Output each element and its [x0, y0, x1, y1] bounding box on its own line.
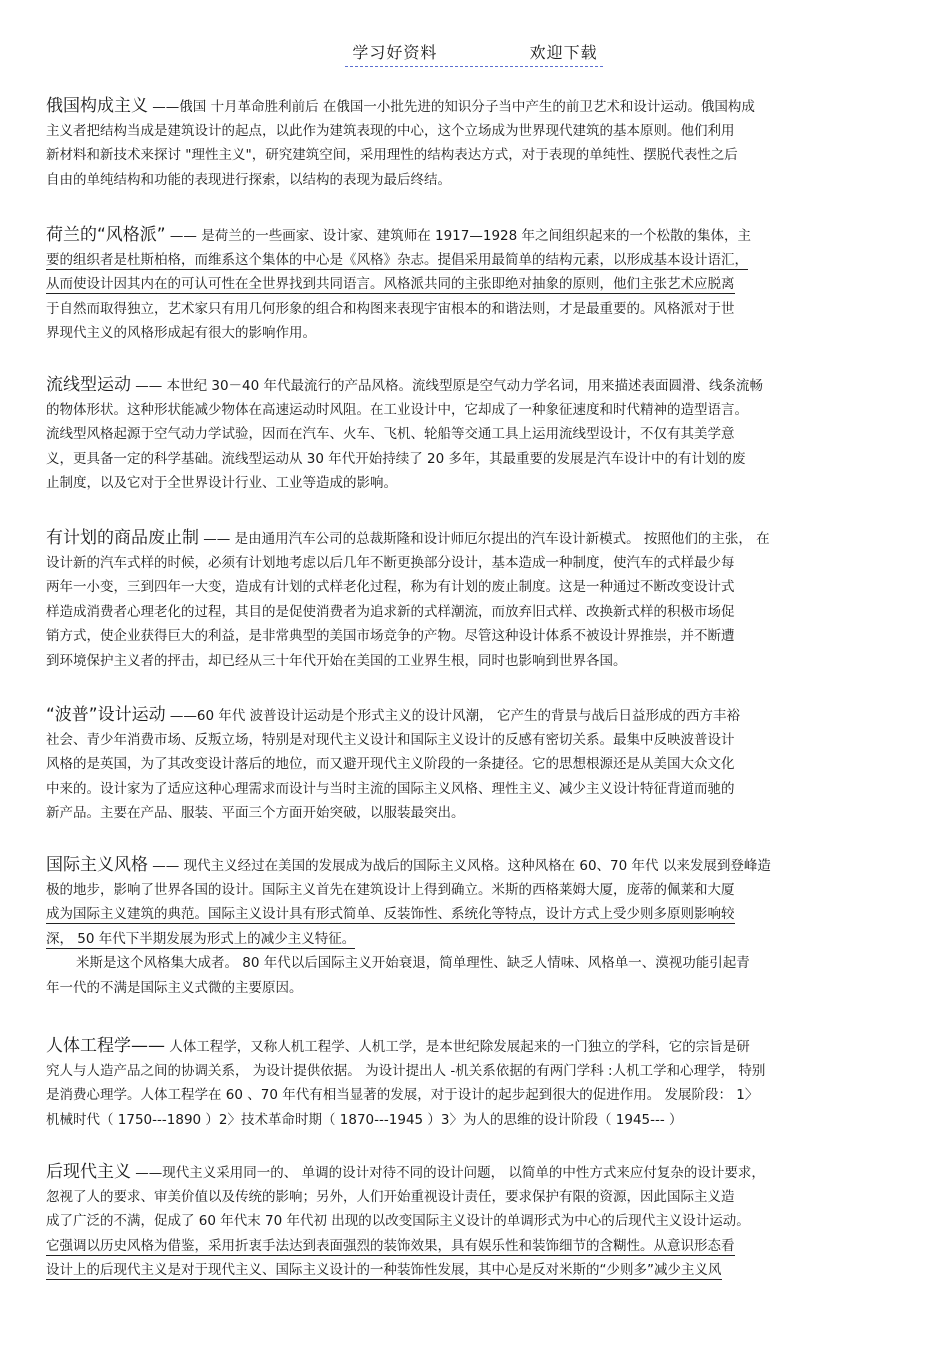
- section-text: 成了广泛的不满，促成了 60 年代末 70 年代初 出现的以改变国际主义设计的单调形式为中心的后现代主义设计运动。: [46, 1213, 750, 1230]
- section-line: [46, 321, 906, 346]
- section-term: 国际主义风格: [46, 855, 148, 875]
- header-left-text: 学习好资料: [352, 43, 438, 62]
- section-text: 机械时代（ 1750---1890 ）2〉技术革命时期（ 1870---1945 ）3〉为人的思维的设计阶段（ 1945--- ）: [46, 1111, 683, 1128]
- section-line: [46, 1209, 906, 1234]
- section-text: 米斯是这个风格集大成者。 80 年代以后国际主义开始衰退，简单理性、缺乏人情味、风格单一、漠视功能引起青: [76, 955, 750, 972]
- section-text: 年一代的不满是国际主义式微的主要原因。: [46, 979, 303, 996]
- section-line: [46, 526, 906, 551]
- section-text: 新产品。主要在产品、服装、平面三个方面开始突破，以服装最突出。: [46, 805, 465, 822]
- section-line: [46, 777, 906, 802]
- section-line: [46, 471, 906, 496]
- section-line: [46, 143, 906, 168]
- section-text: 新材料和新技术来探讨 "理性主义"，研究建筑空间，采用理性的结构表达方式，对于表现的单纯性、摆脱代表性之后: [46, 147, 738, 164]
- section-line: [46, 853, 906, 878]
- section-text: ——俄国 十月革命胜利前后 在俄国一小批先进的知识分子当中产生的前卫艺术和设计运动。俄国构成: [152, 99, 755, 115]
- section-text: 自由的单纯结构和功能的表现进行探索，以结构的表现为最后终结。: [46, 171, 451, 188]
- section-line: [46, 1258, 906, 1283]
- section-text: 主义者把结构当成是建筑设计的起点，以此作为建筑表现的中心，这个立场成为世界现代建筑的基本原则。他们利用: [46, 122, 735, 139]
- section-line: [46, 1083, 906, 1108]
- section-line: [46, 1234, 906, 1259]
- section-term: 有计划的商品废止制: [46, 528, 199, 548]
- section-text: 设计新的汽车式样的时候，必须有计划地考虑以后几年不断更换部分设计，基本造成一种制度，使汽车的式样最少每: [46, 554, 735, 571]
- section-postmodernism: [46, 1160, 906, 1283]
- section-text: —— 本世纪 30－40 年代最流行的产品风格。流线型原是空气动力学名词，用来描述表面圆滑、线条流畅: [135, 378, 764, 394]
- section-russian-constructivism: [46, 94, 906, 192]
- section-line: [46, 1108, 906, 1133]
- section-line: [46, 119, 906, 144]
- section-text: 止制度，以及它对于全世界设计行业、工业等造成的影响。: [46, 475, 397, 492]
- section-line: [46, 976, 906, 1001]
- section-line: [46, 1034, 906, 1059]
- section-text: 界现代主义的风格形成起有很大的影响作用。: [46, 325, 316, 342]
- section-text: —— 是荷兰的一些画家、设计家、建筑师在 1917—1928 年之间组织起来的一个松散的集体，主: [169, 228, 752, 244]
- section-line: [46, 447, 906, 472]
- section-text: 于自然而取得独立，艺术家只有用几何形象的组合和构图来表现宇宙根本的和谐法则，才是最重要的。风格派对于世: [46, 300, 735, 317]
- section-text: 的物体形状。这种形状能减少物体在高速运动时风阻。在工业设计中，它却成了一种象征速度和时代精神的造型语言。: [46, 401, 748, 418]
- section-streamline: [46, 373, 906, 496]
- section-line: [46, 1059, 906, 1084]
- section-text: 到环境保护主义者的抨击，却已经从三十年代开始在美国的工业界生根，同时也影响到世界各国。: [46, 652, 627, 669]
- section-pop-design: [46, 703, 906, 826]
- section-planned-obsolescence: [46, 526, 906, 674]
- section-term: 后现代主义: [46, 1162, 131, 1182]
- section-term: 俄国构成主义: [46, 96, 148, 116]
- section-line: [46, 272, 906, 297]
- section-line: [46, 94, 906, 119]
- section-line: [46, 624, 906, 649]
- section-line: [46, 951, 906, 976]
- section-international-style: [46, 853, 906, 1001]
- section-line: [46, 1185, 906, 1210]
- section-text: ——现代主义采用同一的、 单调的设计对待不同的设计问题， 以简单的中性方式来应付复杂的设计要求，: [135, 1165, 765, 1181]
- section-line: [46, 649, 906, 674]
- section-text: 深， 50 年代下半期发展为形式上的减少主义特征。: [46, 930, 356, 947]
- section-line: [46, 878, 906, 903]
- section-text: 社会、青少年消费市场、反叛立场，特别是对现代主义设计和国际主义设计的反感有密切关系。最集中反映波普设计: [46, 731, 735, 748]
- section-term: “波普”设计运动: [46, 705, 166, 725]
- section-text: 设计上的后现代主义是对于现代主义、国际主义设计的一种装饰性发展，其中心是反对米斯的“少则多”减少主义风: [46, 1262, 722, 1279]
- section-term: 荷兰的“风格派”: [46, 225, 166, 245]
- header-dashed-rule: [345, 66, 603, 67]
- section-text: 是消费心理学。人体工程学在 60 、70 年代有相当显著的发展，对于设计的起步起到很大的促进作用。 发展阶段： 1〉: [46, 1087, 759, 1104]
- section-text: —— 现代主义经过在美国的发展成为战后的国际主义风格。这种风格在 60、70 年代 以来发展到登峰造: [152, 858, 771, 874]
- section-text: 忽视了人的要求、审美价值以及传统的影响；另外，人们开始重视设计责任，要求保护有限的资源，因此国际主义造: [46, 1188, 735, 1205]
- section-text: 成为国际主义建筑的典范。国际主义设计具有形式简单、反装饰性、系统化等特点，设计方式上受少则多原则影响较: [46, 906, 735, 923]
- section-line: [46, 297, 906, 322]
- section-line: [46, 168, 906, 193]
- section-line: [46, 223, 906, 248]
- section-line: [46, 801, 906, 826]
- section-text: 极的地步，影响了世界各国的设计。国际主义首先在建筑设计上得到确立。米斯的西格莱姆大厦，庞蒂的佩莱和大厦: [46, 881, 735, 898]
- section-text: 义，更具备一定的科学基础。流线型运动从 30 年代开始持续了 20 多年，其最重要的发展是汽车设计中的有计划的废: [46, 450, 746, 467]
- section-line: [46, 551, 906, 576]
- section-term: 流线型运动: [46, 375, 131, 395]
- section-text: 人体工程学，又称人机工程学、人机工学，是本世纪除发展起来的一门独立的学科，它的宗旨是研: [169, 1039, 750, 1055]
- section-line: [46, 575, 906, 600]
- section-text: 要的组织者是杜斯柏格，而维系这个集体的中心是《风格》杂志。提倡采用最简单的结构元素，以形成基本设计语汇，: [46, 251, 748, 268]
- section-text: 样造成消费者心理老化的过程，其目的是促使消费者为追求新的式样潮流，而放弃旧式样、改换新式样的积极市场促: [46, 603, 735, 620]
- section-line: [46, 248, 906, 273]
- section-de-stijl: [46, 223, 906, 346]
- section-text: —— 是由通用汽车公司的总裁斯隆和设计师厄尔提出的汽车设计新模式。 按照他们的主张， 在: [203, 531, 770, 547]
- page-header: [0, 40, 950, 63]
- section-line: [46, 728, 906, 753]
- section-line: [46, 600, 906, 625]
- section-line: [46, 927, 906, 952]
- section-text: 两年一小变，三到四年一大变，造成有计划的式样老化过程，称为有计划的废止制度。这是一种通过不断改变设计式: [46, 579, 735, 596]
- section-line: [46, 373, 906, 398]
- section-ergonomics: [46, 1034, 906, 1132]
- section-line: [46, 902, 906, 927]
- header-right-text: 欢迎下载: [529, 43, 598, 62]
- section-term: 人体工程学——: [46, 1036, 165, 1056]
- section-line: [46, 422, 906, 447]
- section-line: [46, 398, 906, 423]
- section-text: 风格的是英国，为了其改变设计落后的地位，而又避开现代主义阶段的一条捷径。它的思想根源还是从美国大众文化: [46, 756, 735, 773]
- section-text: 流线型风格起源于空气动力学试验，因而在汽车、火车、飞机、轮船等交通工具上运用流线型设计，不仅有其美学意: [46, 426, 735, 443]
- section-text: 中来的。设计家为了适应这种心理需求而设计与当时主流的国际主义风格、理性主义、减少主义设计特征背道而驰的: [46, 780, 735, 797]
- section-line: [46, 752, 906, 777]
- section-text: 销方式，使企业获得巨大的利益，是非常典型的美国市场竞争的产物。尽管这种设计体系不被设计界推崇，并不断遭: [46, 628, 735, 645]
- section-text: 究人与人造产品之间的协调关系， 为设计提供依据。 为设计提出人 -机关系依据的有两门学科 :人机工学和心理学， 特别: [46, 1062, 766, 1079]
- section-line: [46, 1160, 906, 1185]
- section-line: [46, 703, 906, 728]
- section-text: ——60 年代 波普设计运动是个形式主义的设计风潮， 它产生的背景与战后日益形成的西方丰裕: [169, 708, 740, 724]
- section-text: 它强调以历史风格为借鉴，采用折衷手法达到表面强烈的装饰效果，具有娱乐性和装饰细节的含糊性。从意识形态看: [46, 1237, 735, 1254]
- section-text: 从而使设计因其内在的可认可性在全世界找到共同语言。风格派共同的主张即绝对抽象的原则，他们主张艺术应脱离: [46, 276, 735, 293]
